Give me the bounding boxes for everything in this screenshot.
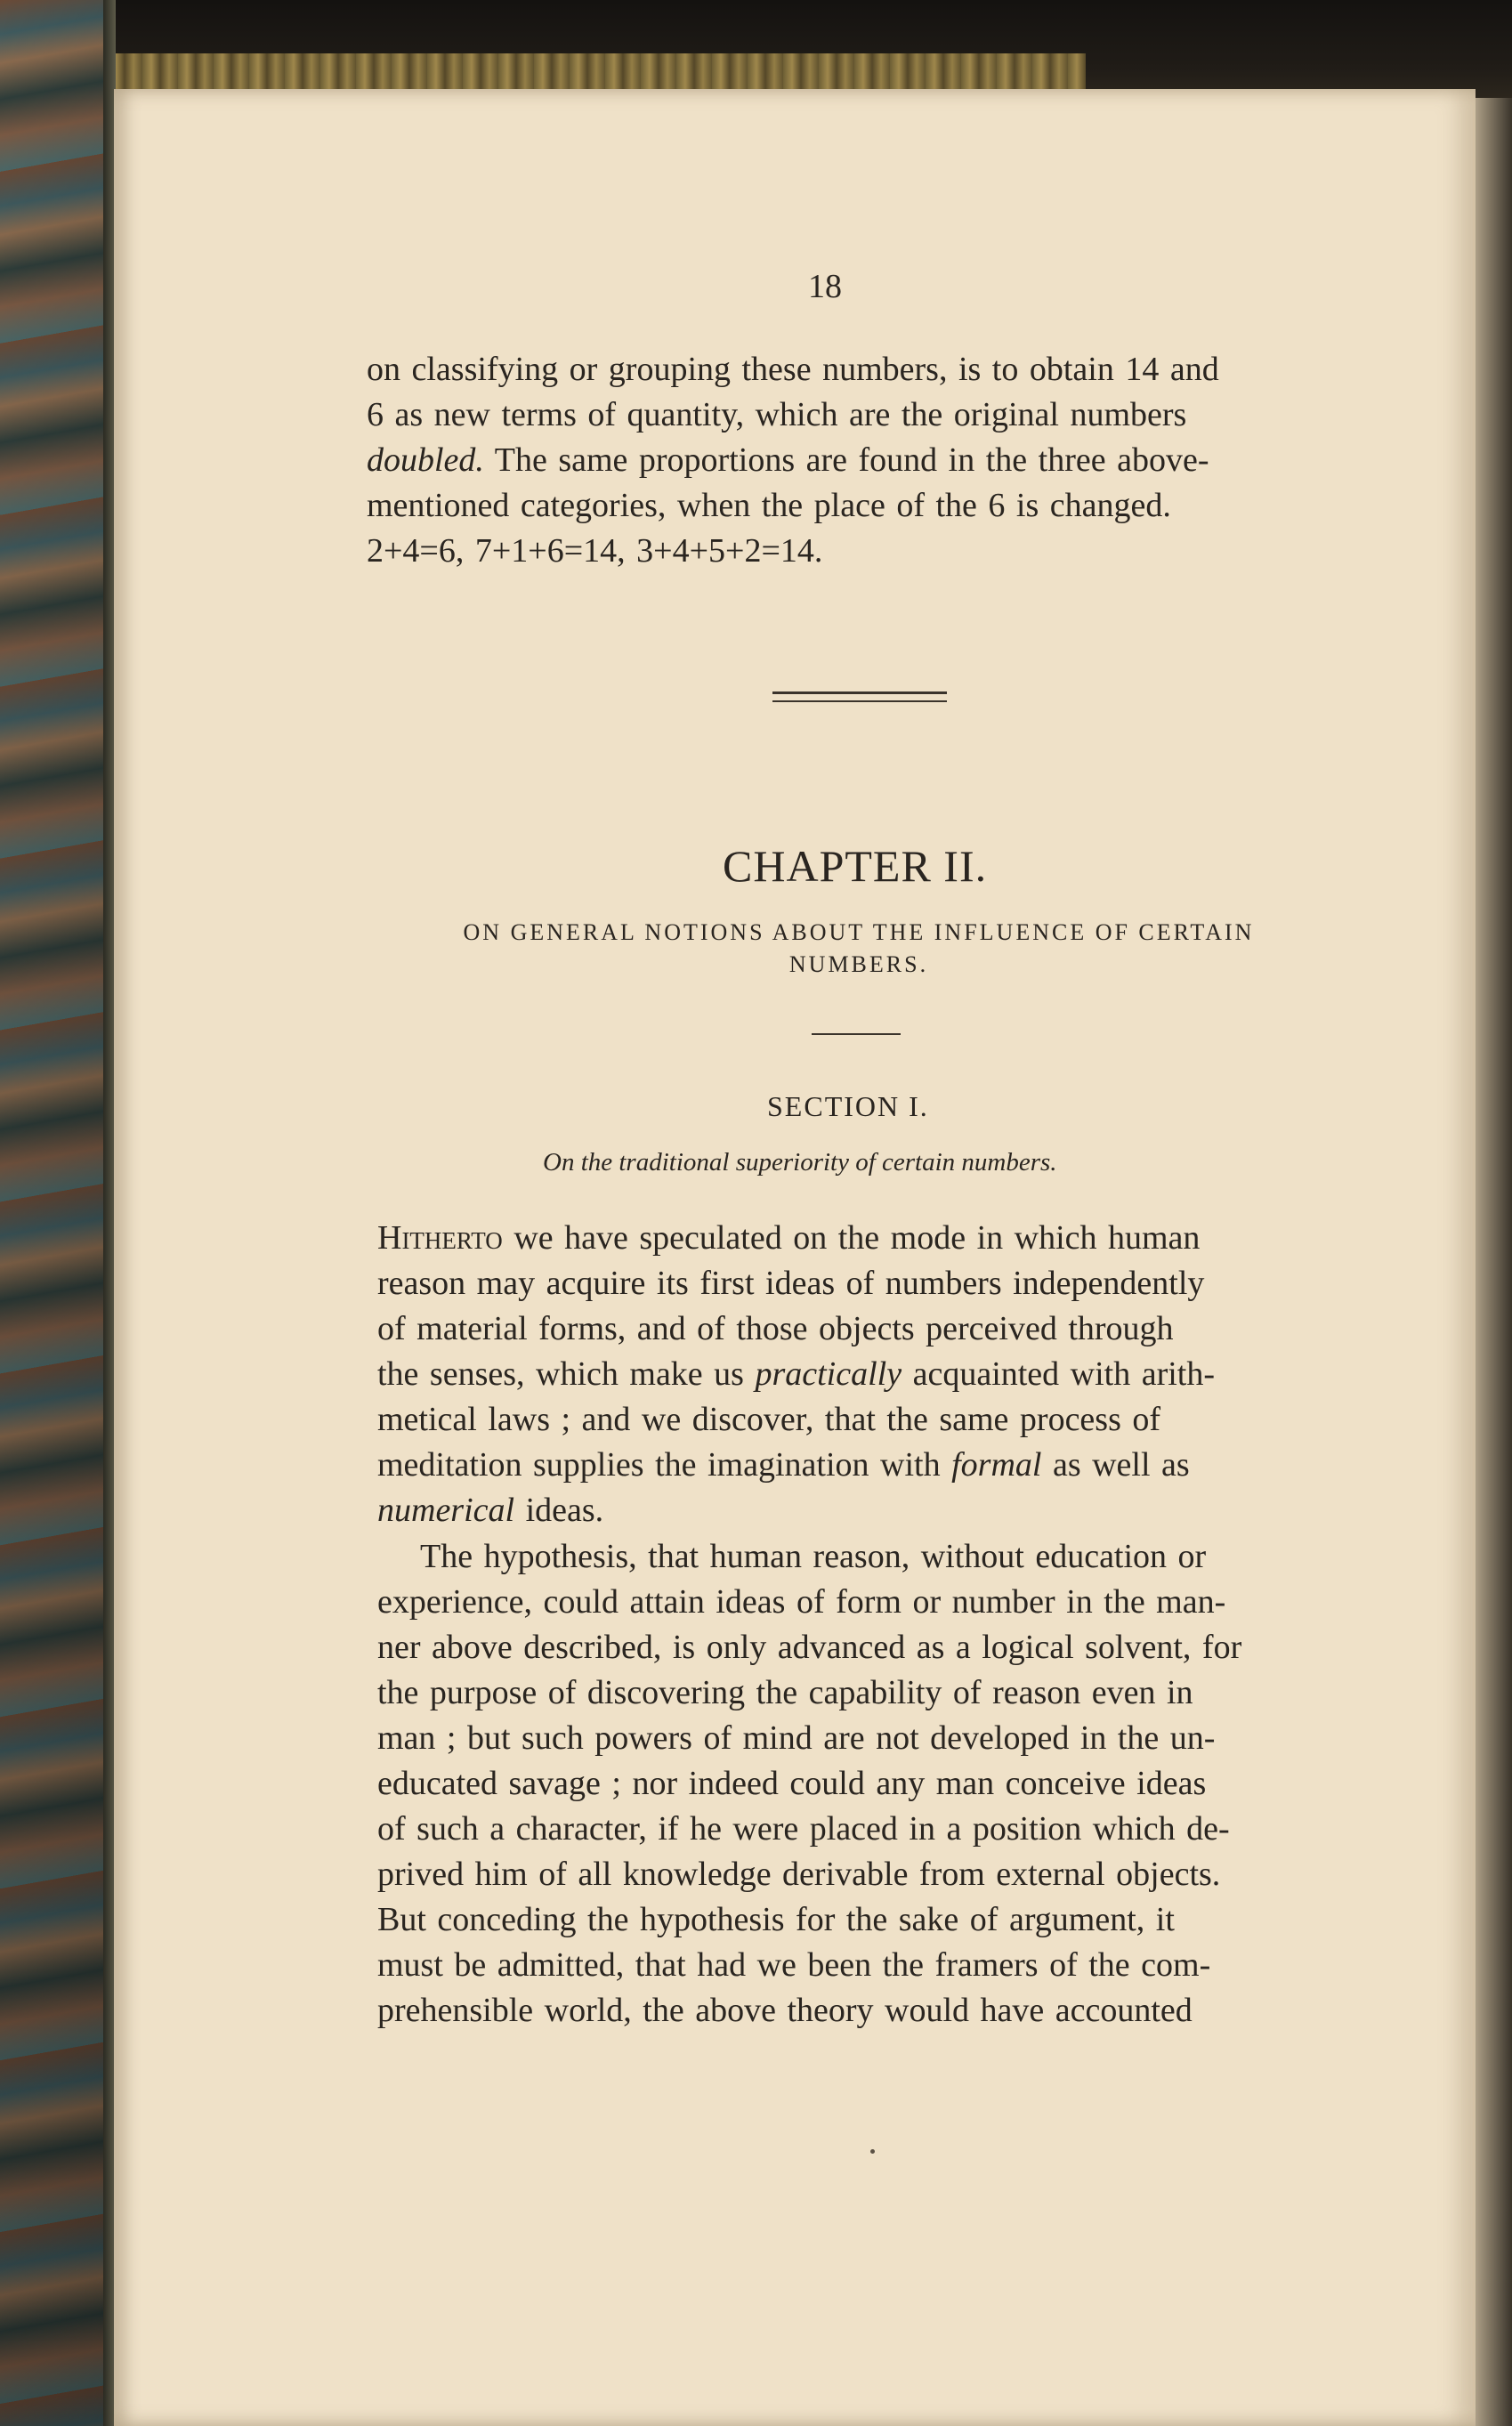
- paragraph-2-line-7: of such a character, if he were placed in a position which de-: [377, 1810, 1230, 1848]
- paragraph-2-line-2: experience, could attain ideas of form or number in the man-: [377, 1583, 1226, 1621]
- paragraph-2-line-3: ner above described, is only advanced as a logical solvent, for: [377, 1629, 1242, 1666]
- chapter-subtitle-line-2: NUMBERS.: [788, 951, 929, 977]
- top-paragraph-line-3-rest: The same proportions are found in the three above-: [483, 441, 1209, 479]
- paragraph-1-line-6: [377, 1443, 1190, 1487]
- chapter-title: CHAPTER II.: [723, 841, 988, 891]
- marbled-page-edge: [0, 0, 116, 2426]
- paragraph-1-line-1-rest: we have speculated on the mode in which human: [502, 1219, 1201, 1257]
- paragraph-2-line-8: prived him of all knowledge derivable from external objects.: [377, 1856, 1221, 1893]
- italic-practically: practically: [755, 1355, 902, 1393]
- paragraph-2-line-9: But conceding the hypothesis for the sake of argument, it: [377, 1901, 1175, 1938]
- italic-formal: formal: [951, 1446, 1042, 1484]
- page-number: 18: [808, 268, 842, 305]
- paragraph-2-line-11: prehensible world, the above theory would have accounted: [377, 1992, 1193, 2029]
- paragraph-1-line-4-b: acquainted with arith-: [902, 1355, 1216, 1393]
- section-divider-double-rule: [772, 691, 947, 702]
- top-paragraph-line-5: 2+4=6, 7+1+6=14, 3+4+5+2=14.: [367, 532, 823, 570]
- paragraph-1-line-4-a: the senses, which make us: [377, 1355, 756, 1393]
- paragraph-1-line-2: reason may acquire its first ideas of numbers independently: [377, 1265, 1205, 1302]
- paragraph-1-line-7-rest: ideas.: [514, 1492, 604, 1529]
- top-paragraph-line-2: 6 as new terms of quantity, which are the original numbers: [367, 396, 1187, 433]
- paragraph-1-line-7: [377, 1488, 603, 1532]
- top-paragraph-line-1: on classifying or grouping these numbers, is to obtain 14 and: [367, 351, 1219, 388]
- paragraph-2-line-5: man ; but such powers of mind are not developed in the un-: [377, 1719, 1216, 1757]
- section-title: SECTION I.: [767, 1090, 929, 1122]
- paragraph-2-line-1: The hypothesis, that human reason, without education or: [420, 1538, 1207, 1575]
- top-paragraph-line-4: mentioned categories, when the place of the 6 is changed.: [367, 487, 1171, 524]
- paragraph-1-line-6-b: as well as: [1041, 1446, 1190, 1484]
- paragraph-1-line-4: [377, 1352, 1215, 1396]
- paragraph-2-line-4: the purpose of discovering the capability of reason even in: [377, 1674, 1193, 1711]
- chapter-subtitle: [400, 917, 1317, 981]
- section-subtitle: On the traditional superiority of certain numbers.: [543, 1148, 1057, 1177]
- paragraph-1-line-1: [377, 1216, 1200, 1260]
- paragraph-2-line-10: must be admitted, that had we been the framers of the com-: [377, 1946, 1211, 1984]
- paragraph-1-line-6-a: meditation supplies the imagination with: [377, 1446, 952, 1484]
- page-speck: [870, 2149, 875, 2154]
- chapter-subtitle-line-1: ON GENERAL NOTIONS ABOUT THE INFLUENCE OF CERTAIN: [463, 919, 1255, 945]
- drop-word-hitherto: Hitherto: [377, 1219, 503, 1257]
- paragraph-2-line-6: educated savage ; nor indeed could any man conceive ideas: [377, 1765, 1207, 1802]
- italic-numerical: numerical: [377, 1492, 515, 1529]
- paragraph-1-line-3: of material forms, and of those objects perceived through: [377, 1310, 1174, 1347]
- paragraph-1-line-5: metical laws ; and we discover, that the same process of: [377, 1401, 1161, 1438]
- top-paragraph-line-3: [367, 438, 1209, 482]
- chapter-divider-rule: [812, 1033, 901, 1035]
- italic-doubled: doubled.: [367, 441, 484, 479]
